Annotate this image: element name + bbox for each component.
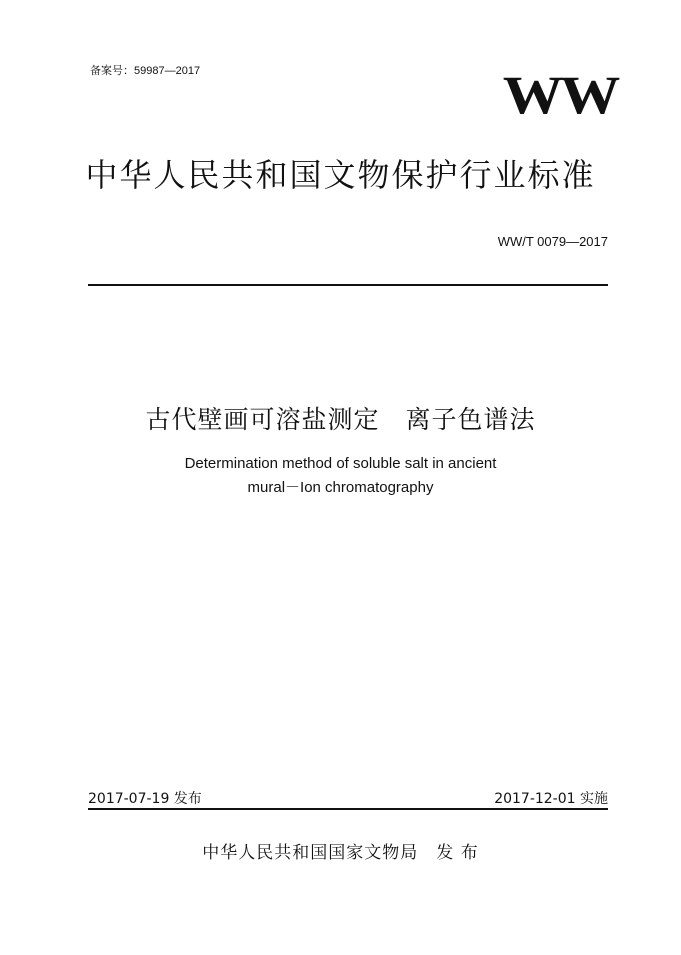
standard-code: WW/T 0079—2017 [497, 234, 608, 249]
implementation-date: 2017-12-01 实施 [494, 791, 608, 807]
title-english-line1: Determination method of soluble salt in ancient [184, 455, 497, 472]
title-english-line2: mural－Ion chromatography [247, 479, 434, 496]
ww-logo: WW [502, 65, 617, 125]
title-chinese: 古代壁画可溶盐测定 离子色谱法 [145, 405, 536, 434]
top-divider [88, 284, 608, 286]
issue-date: 2017-07-19 发布 [88, 791, 202, 807]
standard-category-name: 中华人民共和国文物保护行业标准 [85, 156, 596, 194]
publisher: 中华人民共和国国家文物局 发 布 [202, 843, 479, 863]
record-number: 备案号：59987—2017 [90, 65, 201, 77]
bottom-divider [88, 808, 608, 810]
